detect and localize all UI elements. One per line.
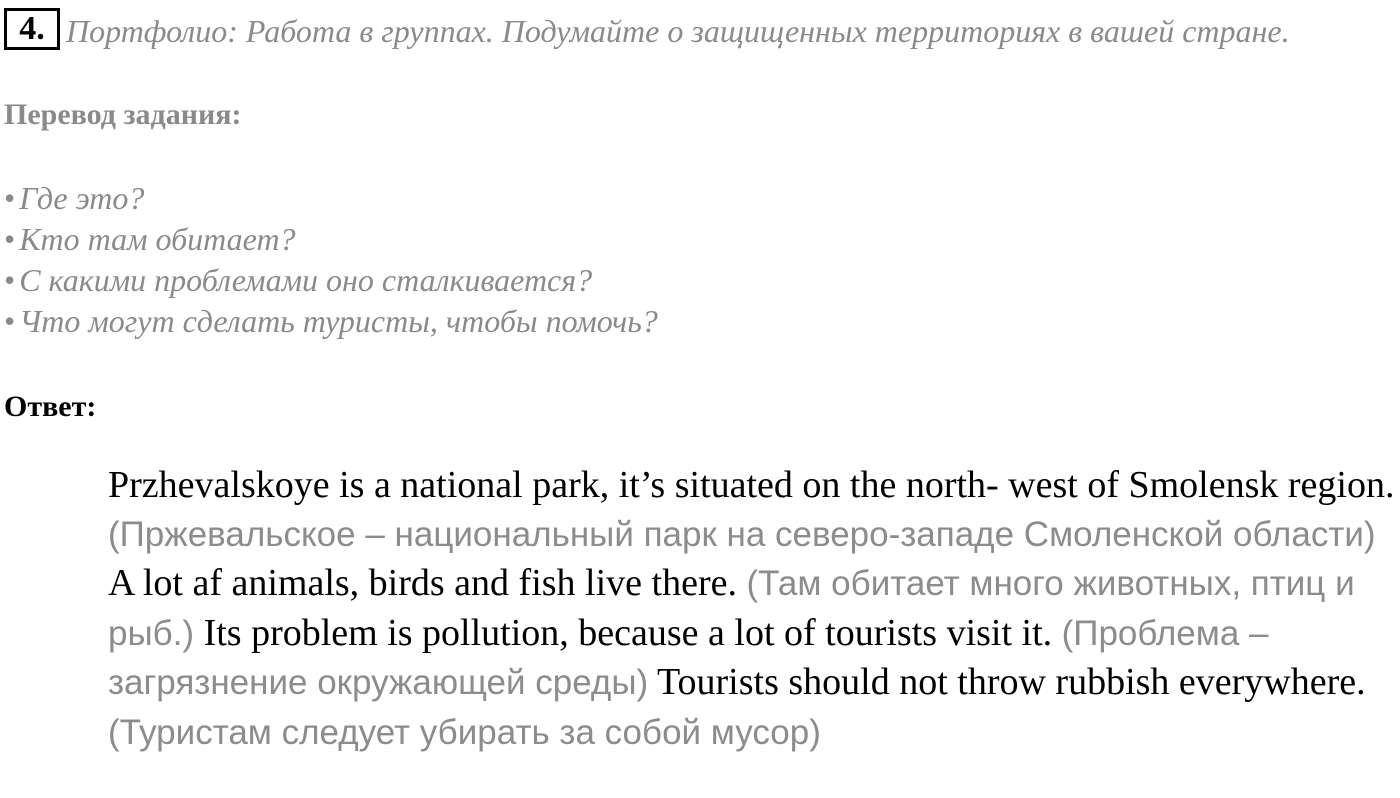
list-item [4, 219, 658, 260]
answer-russian-translation: (Там обитает много животных, птиц и рыб.) [108, 564, 1355, 653]
question-list [4, 178, 658, 342]
question-text: Кто там обитает? [19, 221, 296, 257]
answer-heading: Ответ: [4, 390, 97, 423]
answer-english-sentence: Its problem is pollution, because a lot of tourists visit it. [203, 611, 1053, 654]
list-item [4, 178, 658, 219]
answer-english-sentence: Przhevalskoye is a national park, it’s situated on the north- west of Smolensk region. [108, 464, 1395, 506]
answer-english-sentence: Tourists should not throw rubbish everywhere. [656, 661, 1366, 703]
translation-heading: Перевод задания: [4, 98, 242, 131]
answer-russian-translation: (Пржевальское – национальный парк на северо-западе Смоленской области) [108, 514, 1376, 554]
task-text: Портфолио: Работа в группах. Подумайте о защищенных территориях в вашей стране. [66, 13, 1290, 49]
task-statement [4, 4, 1384, 59]
answer-russian-translation: (Туристам следует убирать за собой мусор) [108, 712, 821, 752]
answer-paragraph [108, 461, 1398, 757]
answer-russian-translation: (Проблема – загрязнение окружающей среды) [108, 613, 1269, 702]
question-text: С какими проблемами оно сталкивается? [19, 262, 593, 298]
list-item [4, 301, 658, 342]
question-text: Где это? [19, 180, 145, 216]
answer-english-sentence: A lot af animals, birds and fish live there. [108, 562, 737, 604]
question-text: Что могут сделать туристы, чтобы помочь? [19, 303, 658, 339]
list-item [4, 260, 658, 301]
task-number-box: 4. [4, 8, 60, 50]
